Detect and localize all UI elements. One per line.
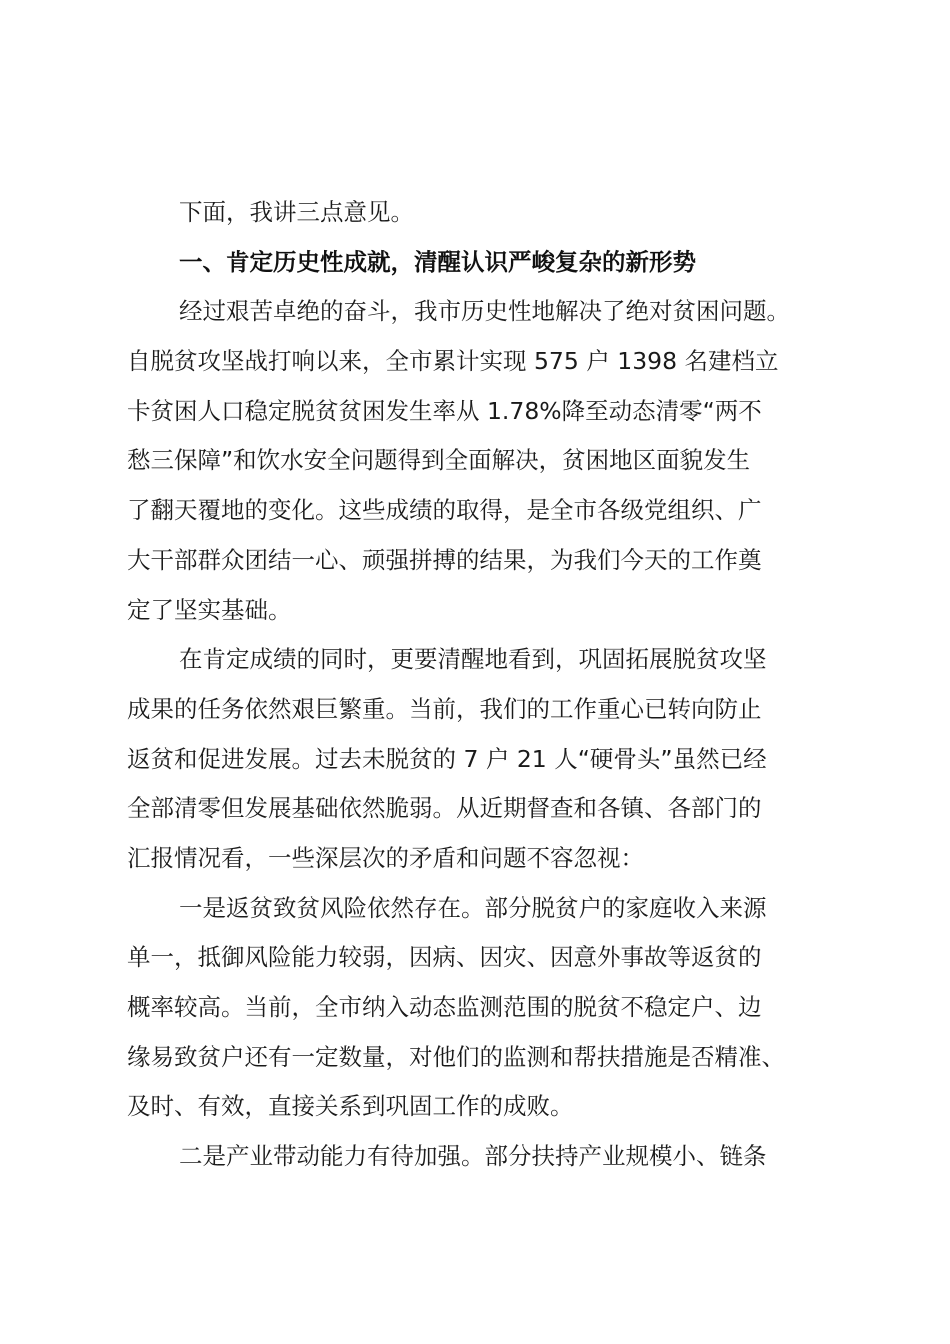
intro-paragraph bbox=[127, 188, 841, 238]
text-line: 经过艰苦卓绝的奋斗，我市历史性地解决了绝对贫困问题。 bbox=[179, 297, 790, 326]
text-line: 缘易致贫户还有一定数量，对他们的监测和帮扶措施是否精准、 bbox=[127, 1042, 785, 1071]
text-line: 概率较高。当前，全市纳入动态监测范围的脱贫不稳定户、边 bbox=[127, 993, 762, 1021]
text-line: 二是产业带动能力有待加强。部分扶持产业规模小、链条 bbox=[179, 1142, 767, 1171]
text-line: 返贫和促进发展。过去未脱贫的 7 户 21 人“硬骨头”虽然已经 bbox=[127, 744, 767, 773]
text-line: 汇报情况看，一些深层次的矛盾和问题不容忽视： bbox=[127, 843, 644, 872]
text-line: 了翻天覆地的变化。这些成绩的取得，是全市各级党组织、广 bbox=[127, 496, 762, 525]
text-line: 卡贫困人口稳定脱贫贫困发生率从 1.78%降至动态清零“两不 bbox=[127, 396, 762, 425]
paragraph-industry bbox=[127, 1132, 841, 1182]
text-line: 全部清零但发展基础依然脆弱。从近期督查和各镇、各部门的 bbox=[127, 794, 762, 823]
document-body bbox=[127, 188, 841, 1182]
paragraph-risk bbox=[127, 884, 841, 1132]
text-line: 成果的任务依然艰巨繁重。当前，我们的工作重心已转向防止 bbox=[127, 694, 762, 723]
text-line: 单一，抵御风险能力较弱，因病、因灾、因意外事故等返贫的 bbox=[127, 943, 762, 972]
text-line: 下面，我讲三点意见。 bbox=[179, 198, 414, 226]
text-line: 愁三保障”和饮水安全问题得到全面解决，贫困地区面貌发生 bbox=[127, 446, 751, 475]
text-line: 大干部群众团结一心、顽强拼搏的结果，为我们今天的工作奠 bbox=[127, 545, 762, 574]
text-line: 一是返贫致贫风险依然存在。部分脱贫户的家庭收入来源 bbox=[179, 893, 767, 922]
paragraph-achievements bbox=[127, 287, 841, 635]
text-line: 及时、有效，直接关系到巩固工作的成败。 bbox=[127, 1092, 574, 1121]
paragraph-challenges bbox=[127, 635, 841, 883]
text-line: 在肯定成绩的同时，更要清醒地看到，巩固拓展脱贫攻坚 bbox=[179, 645, 767, 674]
section-heading bbox=[127, 238, 841, 288]
text-line: 自脱贫攻坚战打响以来，全市累计实现 575 户 1398 名建档立 bbox=[127, 347, 779, 376]
text-line: 定了坚实基础。 bbox=[127, 595, 292, 624]
heading-line: 一、肯定历史性成就，清醒认识严峻复杂的新形势 bbox=[179, 247, 696, 276]
